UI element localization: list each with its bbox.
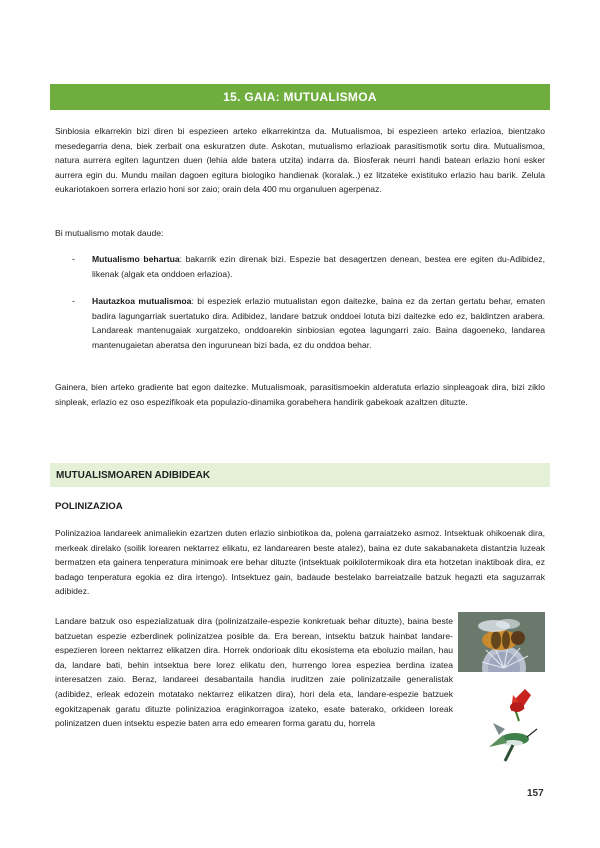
type-text: : bi espeziek erlazio mutualistan egon daitezke, baina ez da zertan gertatu behar, ematen badira lagungarriak suertatuko dira. Adibidez, landare batzuk onddoei lotuta bizi daitezke edo ez, baldintzen arabera. Landareak mantenugaiak xurgatzeko, onddoarekin sinbiosian egotea lagungarri zaio. Baina dagoeneko, landarea mantenugaietan aberatsa den ingurunean bizi bada, ez du onddoa behar.: [92, 296, 546, 350]
bullet-dash: -: [72, 254, 75, 264]
bee-photo-icon: [458, 612, 545, 672]
chapter-title: 15. GAIA: MUTUALISMOA: [50, 84, 550, 110]
type-name: Hautazkoa mutualismoa: [92, 296, 192, 306]
subheading-pollination: POLINIZAZIOA: [55, 501, 123, 512]
intro-paragraph: Sinbiosia elkarrekin bizi diren bi espezieen arteko elkarrekintza da. Mutualismoa, bi espezieen arteko erlazioa, bientzako mesedegarria dena, biek zerbait ona eskuratzen dute. Askotan, mutualismo erlazioak parasitismotik sortu dira. Mutualismoa, natura aurrera egiten laguntzen duen (lehia alde batera utzita) indarra da. Biosferak neurri handi batean erlazio honi esker aurrera egin du. Mundu mailan dagoen egitura biologiko handienak (koralak..) ez litzateke existituko erlazio hau barik. Zelula eukariotakoen sorrera erlazio honi sor zaio; orain dela 400 mu organuluen agerpenaz.: [55, 126, 545, 195]
gradient-paragraph: Gainera, bien arteko gradiente bat egon daitezke. Mutualismoak, parasitismoekin alderatuta erlazio sinpleagoak dira, bizi ziklo sinpleak, erlazio ez oso espezifikoak eta populazio-dinamika gorabehera handirik gabekoak azaltzen dituzte.: [55, 382, 545, 407]
pollination-paragraph-1: Polinizazioa landareek animaliekin ezartzen duten erlazio sinbiotikoa da, polena garraiatzeko asmoz. Intsektuak ohikoenak dira, merkeak direlako (soilik lorearen nektarrez elikatu, ez landarearen beste atalez), baina ez dute sakabanaketa distantzia luzeak bermatzen eta gainera tenperatura minimoak ere behar dituzte (intsektuak poikilotermikoak dira eta hotzetan inaktiboak dira, ez badago tenperatura egokia ez dira irtengo). Intsektuez gain, badaude bestelako barreiatzaile batzuk hegazti eta saguzarrak adibidez.: [55, 528, 545, 597]
types-intro: Bi mutualismo motak daude:: [55, 228, 164, 238]
type-item-facultative: [92, 294, 545, 352]
hummingbird-image: [485, 685, 545, 765]
pollination-paragraph-2-text: Landare batzuk oso espezializatuak dira (polinizatzaile-espezie konkretuak behar dituzte), baina beste batzuetan espezie ezberdinek polinizatzea posible da. Era berean, intsektu batzuk hainbat landare-espezieren loreen nektarrez elikatzen dira. Horrek ondorioak ditu ekosistema eta eboluzio mailan, hau da, landare bati, behin intsektua bere lorez elikatu den, hurrengo lorea espeziea berdina izatea interesatzen zaio. Beraz, landareei desabantaila handia iruditzen zaie polinizatzaile generalistak (adibidez, erleak edozein motatako nektarrez elikatzen dira), hori dela eta, landare-espezie batzuek egokitzapenak garatu dituzte polinizazioa eraginkorragoa izateko, esate baterako, orkideen loreak polinizatzen duen intsektu espezie baten arra edo emearen forma garatu du, horrela: [55, 616, 453, 729]
type-name: Mutualismo behartua: [92, 254, 180, 264]
page-number: 157: [527, 788, 544, 799]
bee-on-flower-image: [458, 612, 545, 672]
type-text: : bakarrik ezin direnak bizi. Espezie bat desagertzen denean, bestea ere egiten du-Adibidez, likenak (algak eta onddoen erlazioa).: [92, 254, 545, 279]
bullet-dash: -: [72, 296, 75, 306]
hummingbird-photo-icon: [485, 685, 545, 765]
section-heading: MUTUALISMOAREN ADIBIDEAK: [50, 463, 550, 487]
type-item-obligate: [92, 252, 545, 281]
pollination-paragraph-2: [55, 614, 453, 731]
